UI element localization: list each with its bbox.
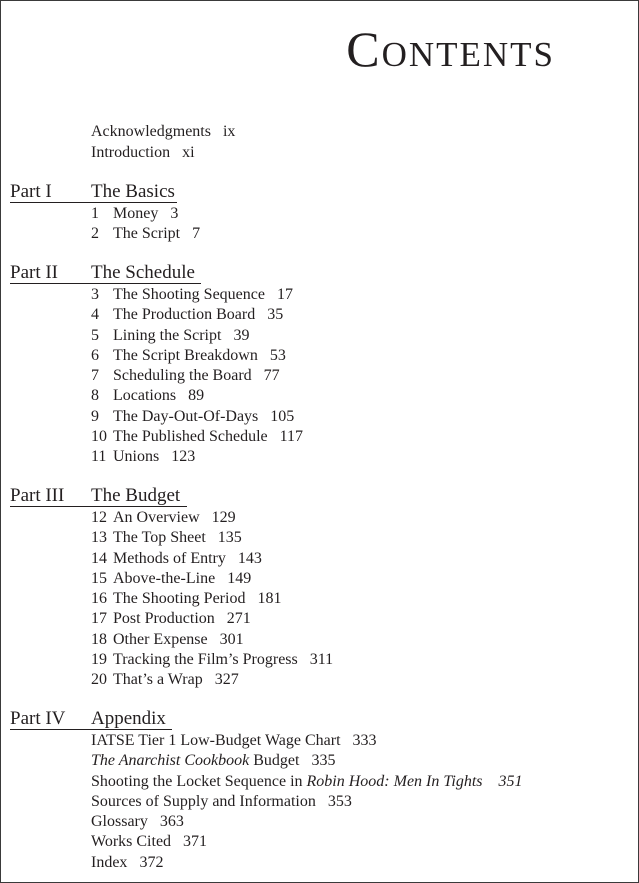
appendix-entry[interactable] [91, 792, 630, 812]
chapter-number: 13 [91, 529, 107, 547]
part-label: Part III [10, 485, 65, 506]
appendix-title: Works Cited [91, 833, 172, 851]
appendix-entry[interactable] [91, 812, 630, 832]
chapter-list [91, 285, 630, 468]
chapter-number: 7 [91, 367, 99, 385]
chapter-entry[interactable] [91, 204, 630, 224]
appendix-title: IATSE Tier 1 Low-Budget Wage Chart [91, 732, 341, 749]
appendix-title: Index [91, 853, 128, 871]
toc-entry-acknowledgments[interactable] [91, 122, 235, 143]
appendix-title: Sources of Supply and Information [91, 792, 316, 810]
chapter-entry[interactable] [91, 630, 630, 650]
chapter-title: The Shooting Sequence [113, 286, 265, 303]
chapter-title: Lining the Script [113, 326, 222, 344]
chapter-number: 12 [91, 509, 107, 526]
chapter-entry[interactable] [91, 609, 630, 629]
chapter-title: The Published Schedule [113, 428, 268, 446]
chapter-title: An Overview [113, 509, 200, 526]
chapter-page: 53 [269, 346, 286, 364]
chapter-entry[interactable] [91, 407, 630, 427]
chapter-page: 123 [171, 448, 196, 466]
chapter-number: 17 [91, 610, 107, 628]
chapter-page: 105 [270, 407, 295, 425]
chapter-title: Other Expense [113, 630, 208, 648]
chapter-page: 89 [188, 387, 205, 405]
part-label: Part II [10, 262, 59, 283]
chapter-page: 301 [219, 630, 244, 648]
chapter-number: 4 [91, 306, 99, 324]
part-section-3 [10, 486, 630, 691]
appendix-title: Glossary [91, 813, 148, 831]
chapter-number: 3 [91, 286, 99, 303]
part-heading [10, 182, 630, 204]
chapter-entry[interactable] [91, 589, 630, 609]
chapter-entry[interactable] [91, 508, 630, 528]
entry-title: Introduction [91, 143, 171, 161]
chapter-page: 143 [237, 549, 262, 567]
part-title: Appendix [91, 708, 166, 729]
chapter-number: 1 [91, 205, 99, 222]
appendix-page: 372 [139, 853, 164, 871]
appendix-page: 351 [498, 772, 523, 790]
chapter-title: Tracking the Film’s Progress [113, 651, 298, 669]
chapter-title: Money [113, 205, 159, 222]
chapter-page: 7 [192, 225, 201, 243]
appendix-entry[interactable] [91, 772, 630, 792]
front-matter-list [91, 122, 235, 163]
chapter-page: 149 [227, 569, 252, 587]
appendix-title-italic: The Anarchist Cookbook [91, 752, 250, 770]
entry-page: xi [182, 143, 195, 161]
chapter-page: 39 [233, 326, 250, 344]
appendix-page: 371 [183, 833, 208, 851]
appendix-page: 363 [159, 813, 184, 831]
chapter-title: The Day-Out-Of-Days [113, 407, 259, 425]
chapter-number: 15 [91, 569, 107, 587]
chapter-entry[interactable] [91, 366, 630, 386]
chapter-entry[interactable] [91, 224, 630, 244]
chapter-title: Methods of Entry [113, 549, 226, 567]
chapter-page: 35 [267, 306, 284, 324]
chapter-number: 11 [91, 448, 107, 466]
part-underline [10, 283, 201, 284]
chapter-entry[interactable] [91, 528, 630, 548]
chapter-list [91, 204, 630, 245]
chapter-number: 14 [91, 549, 107, 567]
chapter-number: 9 [91, 407, 99, 425]
chapter-entry[interactable] [91, 549, 630, 569]
chapter-page: 327 [214, 671, 239, 689]
chapter-page: 311 [309, 651, 334, 669]
chapter-number: 5 [91, 326, 99, 344]
part-title: The Schedule [91, 262, 195, 283]
chapter-page: 17 [276, 286, 293, 303]
chapter-title: Scheduling the Board [113, 367, 252, 385]
part-title: The Basics [91, 181, 175, 202]
part-section-1 [10, 182, 630, 245]
chapter-title: The Script Breakdown [113, 346, 258, 364]
chapter-entry[interactable] [91, 326, 630, 346]
entry-page: ix [222, 123, 236, 140]
chapter-title: Post Production [113, 610, 215, 628]
chapter-entry[interactable] [91, 447, 630, 467]
chapter-title: The Top Sheet [113, 529, 206, 547]
part-section-2 [10, 263, 630, 468]
chapter-page: 77 [263, 367, 280, 385]
chapter-title: The Script [113, 225, 181, 243]
part-underline [10, 729, 172, 730]
appendix-entry[interactable] [91, 832, 630, 852]
entry-title: Acknowledgments [91, 123, 211, 140]
toc-entry-introduction[interactable] [91, 143, 235, 164]
part-title: The Budget [91, 485, 181, 506]
chapter-entry[interactable] [91, 386, 630, 406]
chapter-number: 19 [91, 651, 107, 669]
appendix-entry[interactable] [91, 853, 630, 873]
chapter-page: 181 [257, 590, 282, 608]
chapter-page: 129 [211, 509, 236, 526]
page-title: Contents [346, 21, 555, 77]
appendix-title: Shooting the Locket Sequence in [91, 772, 307, 790]
chapter-number: 20 [91, 671, 107, 689]
part-label: Part I [10, 181, 52, 202]
part-heading [10, 709, 630, 731]
part-underline [10, 202, 177, 203]
chapter-number: 18 [91, 630, 107, 648]
appendix-title-italic: Robin Hood: Men In Tights [306, 772, 483, 790]
chapter-number: 6 [91, 346, 99, 364]
chapter-page: 117 [279, 428, 304, 446]
part-section-4 [10, 709, 630, 873]
chapter-entry[interactable] [91, 569, 630, 589]
appendix-entry[interactable] [91, 751, 630, 771]
chapter-entry[interactable] [91, 305, 630, 325]
chapter-title: Locations [113, 387, 177, 405]
chapter-entry[interactable] [91, 285, 630, 305]
chapter-page: 271 [226, 610, 251, 628]
chapter-title: The Production Board [113, 306, 256, 324]
appendix-title: Budget [249, 752, 300, 770]
part-label: Part IV [10, 708, 66, 729]
chapter-entry[interactable] [91, 427, 630, 447]
chapter-number: 2 [91, 225, 99, 243]
chapter-entry[interactable] [91, 670, 630, 690]
chapter-title: The Shooting Period [113, 590, 246, 608]
part-underline [10, 506, 187, 507]
chapter-entry[interactable] [91, 346, 630, 366]
chapter-page: 135 [217, 529, 242, 547]
chapter-number: 10 [91, 428, 107, 446]
chapter-title: Unions [113, 448, 160, 466]
appendix-list [91, 731, 630, 873]
chapter-number: 8 [91, 387, 99, 405]
chapter-title: That’s a Wrap [113, 671, 203, 689]
part-heading [10, 486, 630, 508]
chapter-page: 3 [170, 205, 179, 222]
part-heading [10, 263, 630, 285]
chapter-list [91, 508, 630, 691]
appendix-page: 335 [311, 752, 336, 770]
appendix-page: 333 [352, 732, 377, 749]
appendix-entry[interactable] [91, 731, 630, 751]
chapter-number: 16 [91, 590, 107, 608]
appendix-page: 353 [327, 792, 352, 810]
chapter-entry[interactable] [91, 650, 630, 670]
chapter-title: Above-the-Line [113, 569, 216, 587]
